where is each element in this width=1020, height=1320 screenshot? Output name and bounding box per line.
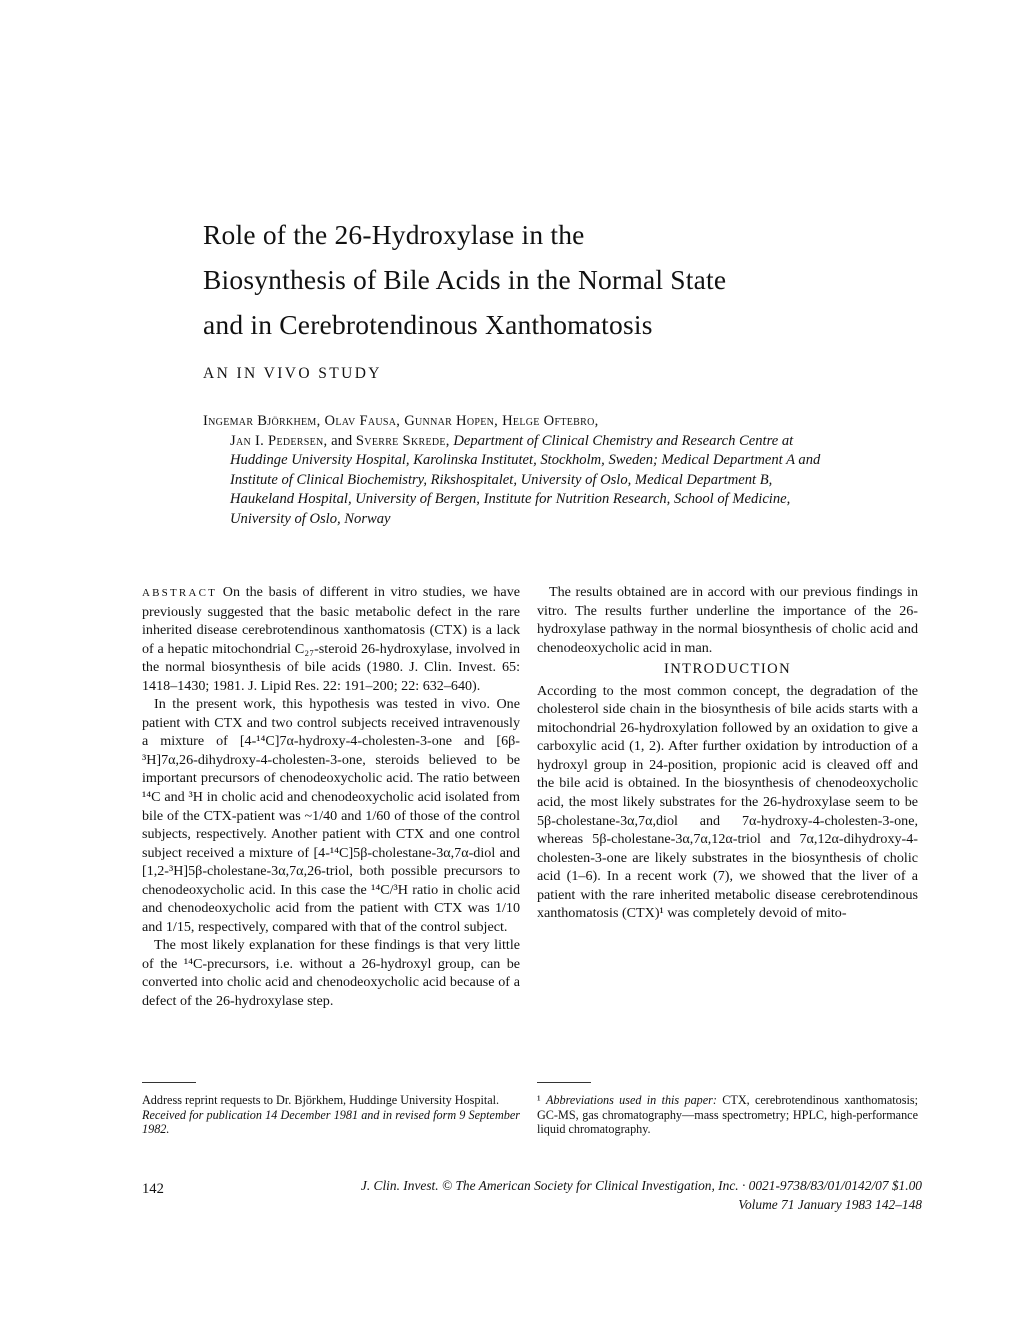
abbreviations-label: Abbreviations used in this paper: [545, 1093, 717, 1107]
article-subtitle: AN IN VIVO STUDY [203, 365, 382, 382]
author-affiliation: Department of Clinical Chemistry and Research Centre at Huddinge University Hospital, Karolinska Institutet, Stockholm, Sweden; Medical Department A and Institute of Clinical Biochemistry, Rikshospitalet, University of Oslo, Medical Department B, Haukeland Hospital, University of Bergen, Institute for Nutrition Research, School of Medicine, University of Oslo, Norway [230, 432, 821, 527]
abstract-para-3: The most likely explanation for these findings is that very little of the ¹⁴C-precursors, i.e. without a 26-hydroxyl group, can be converted into cholic acid and chenodeoxycholic acid because of a defect of the 26-hydroxylase step. [142, 937, 520, 1010]
title-line-2: Biosynthesis of Bile Acids in the Normal State [203, 264, 727, 295]
abstract-label: ABSTRACT [142, 587, 218, 599]
author-affiliation-block [203, 432, 823, 530]
footnote-rule-left [142, 1082, 196, 1083]
abstract-para-4: The results obtained are in accord with our previous findings in vitro. The results further underline the importance of the 26-hydroxylase pathway in the normal biosynthesis of cholic acid and chenodeoxycholic acid in man. [537, 584, 918, 656]
title-line-1: Role of the 26-Hydroxylase in the [203, 219, 585, 250]
left-column [142, 583, 520, 1011]
abbreviations-note [537, 1093, 918, 1137]
article-title [203, 212, 843, 347]
left-footnotes [142, 1093, 520, 1137]
author-and: and [331, 432, 353, 449]
journal-citation: J. Clin. Invest. © The American Society for Clinical Investigation, Inc. · 0021-9738/83/01/0142/07 $1.00 [360, 1178, 922, 1193]
abstract-para-1-text: On the basis of different in vitro studies, we have previously suggested that the basic metabolic defect in the rare inherited disease cerebrotendinous xanthomatosis (CTX) is a lack of a hepatic mitochondrial C₂₇-steroid 26-hydroxylase, involved in the normal biosynthesis of bile acids (1980. J. Clin. Invest. 65: 1418–1430; 1981. J. Lipid Res. 22: 191–200; 22: 632–640). [142, 584, 520, 694]
abstract-para-1 [142, 583, 520, 695]
reprint-note: Address reprint requests to Dr. Björkhem, Huddinge University Hospital. [142, 1093, 500, 1107]
abbreviations-footnote [537, 1093, 918, 1137]
right-column [537, 583, 918, 923]
introduction-para-1: According to the most common concept, the degradation of the cholesterol side chain in the biosynthesis of bile acids starts with a mitochondrial 26-hydroxylation followed by an oxidation to give a carboxylic acid (1, 2). After further oxidation by introduction of a hydroxyl group in 24-position, propionic acid is cleaved off and the bile acid is obtained. In the biosynthesis of chenodeoxycholic acid, the most likely substrates for the 26-hydroxylase seem to be 5β-cholestane-3α,7α,diol and 7α-hydroxy-4-cholesten-3-one, whereas 5β-cholestane-3α,7α,12α-triol and 7α,12α-dihydroxy-4-cholesten-3-one are likely substrates in the biosynthesis of cholic acid (1–6). In a recent work (7), we showed that the liver of a patient with the rare inherited metabolic disease cerebrotendinous xanthomatosis (CTX)¹ was completely devoid of mito- [537, 682, 918, 922]
abstract-para-2: In the present work, this hypothesis was tested in vivo. One patient with CTX and two control subjects received intravenously a mixture of [4-¹⁴C]7α-hydroxy-4-cholesten-3-one and [6β-³H]7α,26-dihydroxy-4-cholesten-3-one, steroids believed to be important precursors of chenodeoxycholic acid. The ratio between ¹⁴C and ³H in cholic acid and chenodeoxycholic acid isolated from bile of the CTX-patient was ~1/40 and 1/60 of those of the control subjects, respectively. Another patient with CTX and one control subject received a mixture of [4-¹⁴C]5β-cholestane-3α,7α-diol and [1,2-³H]5β-cholestane-3α,7α,26-triol, both possible precursors to chenodeoxycholic acid. In this case the ¹⁴C/³H ratio in cholic acid and chenodeoxycholic acid from the patient with CTX was 1/10 and 1/15, respectively, compared with that of the control subject. [142, 696, 520, 935]
author-line-1: Ingemar Björkhem, Olav Fausa, Gunnar Hopen, Helge Oftebro, [203, 413, 599, 429]
page-number: 142 [142, 1181, 164, 1197]
journal-footer [190, 1177, 922, 1214]
volume-line: Volume 71 January 1983 142–148 [738, 1196, 922, 1212]
received-note: Received for publication 14 December 1981 and in revised form 9 September 1982. [142, 1107, 520, 1137]
footnote-marker: ¹ [537, 1093, 541, 1107]
title-line-3: and in Cerebrotendinous Xanthomatosis [203, 309, 653, 340]
author-names-2: Jan I. Pedersen, [230, 432, 328, 449]
abbreviations-text: CTX, cerebrotendinous xanthomatosis; GC-MS, gas chromatography—mass spectrometry; HPLC, high-performance liquid chromatography. [537, 1093, 918, 1137]
author-last: Sverre Skrede, [355, 432, 450, 449]
footnote-rule-right [537, 1082, 591, 1083]
introduction-heading: INTRODUCTION [663, 661, 792, 678]
author-block [203, 412, 823, 530]
